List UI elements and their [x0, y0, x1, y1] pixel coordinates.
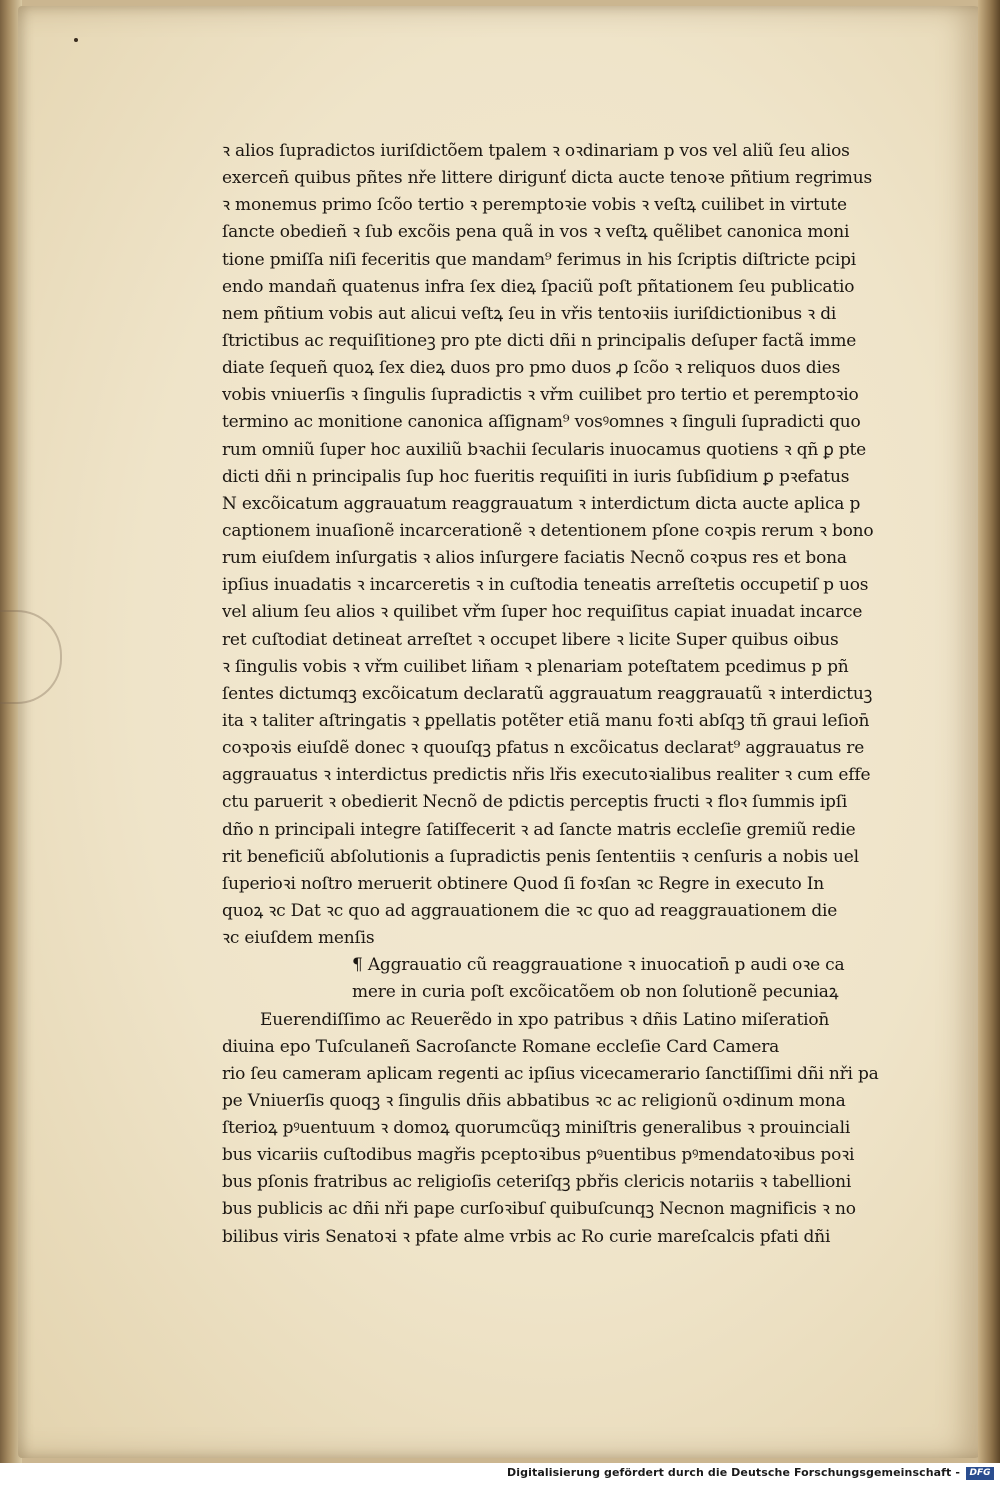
text-line: ſentes dictumqꝫ excõicatum declaratũ aggrauatum reaggrauatũ ꝛ interdictuꝫ [222, 683, 873, 704]
paragraph-line: ſterioꝝ pꝰuentuum ꝛ domoꝝ quorumcũqꝫ miniſtris generalibus ꝛ prouinciali [222, 1118, 851, 1139]
text-line: vel alium ſeu alios ꝛ quilibet vřm ſuper hoc requiſitus capiat inuadat incarce [222, 602, 863, 623]
text-line: dño n principali integre ſatiſfecerit ꝛ ad ſancte matris eccleſie gremiũ redie [222, 819, 856, 840]
text-line: termino ac monitione canonica aſſignam⁹ vosꝰomnes ꝛ ſinguli ſupradicti quo [222, 412, 861, 433]
text-line: vobis vniuerſis ꝛ ſingulis ſupradictis ꝛ vřm cuilibet pro tertio et peremptoꝛio [222, 385, 859, 406]
paragraph-line: diuina epo Tuſculaneñ Sacroſancte Romane eccleſie Card Camera [222, 1036, 780, 1057]
text-line: coꝛpoꝛis eiuſdẽ donec ꝛ quouſqꝫ pfatus n excõicatus declarat⁹ aggrauatus re [222, 738, 865, 759]
text-block [222, 138, 882, 1251]
text-line: tione pmiſſa niſi feceritis que mandam⁹ ferimus in his ſcriptis diſtricte pcipi [222, 249, 857, 270]
ink-spot [74, 38, 78, 42]
text-line: rum eiuſdem inſurgatis ꝛ alios inſurgere faciatis Necnõ coꝛpus res et bona [222, 548, 847, 569]
paragraph-line: rio ſeu cameram aplicam regenti ac ipſius vicecamerario ſanctiſſimi dñi nři pa [222, 1063, 879, 1084]
page-edge-right [978, 0, 1000, 1463]
text-line: exerceñ quibus pñtes nře littere dirigunť dicta aucte tenoꝛe pñtium regrimus [222, 168, 872, 189]
text-line: diate ſequeñ quoꝝ ſex dieꝝ duos pro pmo duos ꝓ ſcõo ꝛ reliquos duos dies [222, 358, 841, 379]
paragraph-line: bilibus viris Senatoꝛi ꝛ pfate alme vrbis ac Ro curie mareſcalcis pfati dñi [222, 1226, 831, 1247]
text-line: endo mandañ quatenus infra ſex dieꝝ ſpaciũ poſt pñtationem ſeu publicatio [222, 276, 855, 297]
section-heading-line: mere in curia poſt excõicatõem ob non ſolutionẽ pecuniaꝝ [352, 982, 839, 1003]
paragraph-line: bus pſonis fratribus ac religioſis ceteriſqꝫ pbřis clericis notariis ꝛ tabellioni [222, 1172, 852, 1193]
text-line: ſancte obedieñ ꝛ ſub excõis pena quã in vos ꝛ veſtꝝ quẽlibet canonica moni [222, 222, 850, 243]
text-line: rit beneficiũ abſolutionis a ſupradictis penis ſententiis ꝛ cenſuris a nobis uel [222, 846, 859, 867]
dfg-logo: DFG [966, 1467, 994, 1480]
text-line: ꝛ ſingulis vobis ꝛ vřm cuilibet liñam ꝛ plenariam poteſtatem pcedimus p pñ [222, 656, 849, 677]
text-line: ꝛ monemus primo ſcõo tertio ꝛ peremptoꝛie vobis ꝛ veſtꝝ cuilibet in virtute [222, 195, 847, 216]
text-line: ipſius inuadatis ꝛ incarceretis ꝛ in cuſtodia teneatis arreſtetis occupetiſ p uos [222, 575, 869, 596]
paragraph-line: bus vicariis cuſtodibus magřis pceptoꝛibus pꝰuentibus pꝰmendatoꝛibus poꝛi [222, 1145, 855, 1166]
text-line: ſtrictibus ac requiſitioneꝫ pro pte dicti dñi n principalis deſuper factã imme [222, 330, 857, 351]
section-heading-line: ¶ Aggrauatio cũ reaggrauatione ꝛ inuocation̄ p audi oꝛe ca [352, 955, 845, 976]
text-line: ret cuſtodiat detineat arreſtet ꝛ occupet libere ꝛ licite Super quibus oibus [222, 629, 839, 650]
text-line: ꝛ alios ſupradictos iuriſdictõem tpalem ꝛ oꝛdinariam p vos vel aliũ ſeu alios [222, 141, 850, 161]
text-line: ſuperioꝛi noſtro meruerit obtinere Quod ſi foꝛſan ꝛc Regre in executo In [222, 873, 824, 894]
paragraph-line: Euerendiſſimo ac Reuerẽdo in xpo patribus ꝛ dñis Latino miſeration̄ [260, 1009, 830, 1030]
text-line: dicti dñi n principalis ſup hoc fueritis requiſiti in iuris ſubſidium ꝑ pꝛefatus [222, 466, 850, 487]
text-line: quoꝝ ꝛc Dat ꝛc quo ad aggrauationem die ꝛc quo ad reaggrauationem die [222, 900, 838, 921]
text-line: aggrauatus ꝛ interdictus predictis nřis lřis executoꝛialibus realiter ꝛ cum effe [222, 765, 871, 786]
text-line: rum omniũ ſuper hoc auxiliũ bꝛachii ſecularis inuocamus quotiens ꝛ qñ ꝑ pte [222, 439, 866, 460]
text-line: N excõicatum aggrauatum reaggrauatum ꝛ interdictum dicta aucte aplica p [222, 493, 861, 514]
text-line: nem pñtium vobis aut alicui veſtꝝ ſeu in vřis tentoꝛiis iuriſdictionibus ꝛ di [222, 303, 837, 324]
paragraph-line: pe Vniuerſis quoqꝫ ꝛ ſingulis dñis abbatibus ꝛc ac religionũ oꝛdinum mona [222, 1090, 846, 1111]
text-line: ita ꝛ taliter aſtringatis ꝛ ꝑpellatis potẽter etiã manu foꝛti abſqꝫ tñ graui leſion̄ [222, 710, 870, 731]
paragraph-line: bus publicis ac dñi nři pape curſoꝛibuſ quibuſcunqꝫ Necnon magnificis ꝛ no [222, 1199, 856, 1220]
text-line: captionem inuaſionẽ incarcerationẽ ꝛ detentionem pſone coꝛpis rerum ꝛ bono [222, 520, 874, 541]
funding-notice: Digitalisierung gefördert durch die Deutsche Forschungsgemeinschaft - [507, 1466, 960, 1479]
text-line: ꝛc eiuſdem menſis [222, 928, 375, 949]
text-line: ctu paruerit ꝛ obedierit Necnõ de pdictis perceptis fructi ꝛ floꝛ ſummis ipſi [222, 792, 848, 813]
footer-bar [0, 1463, 1000, 1485]
